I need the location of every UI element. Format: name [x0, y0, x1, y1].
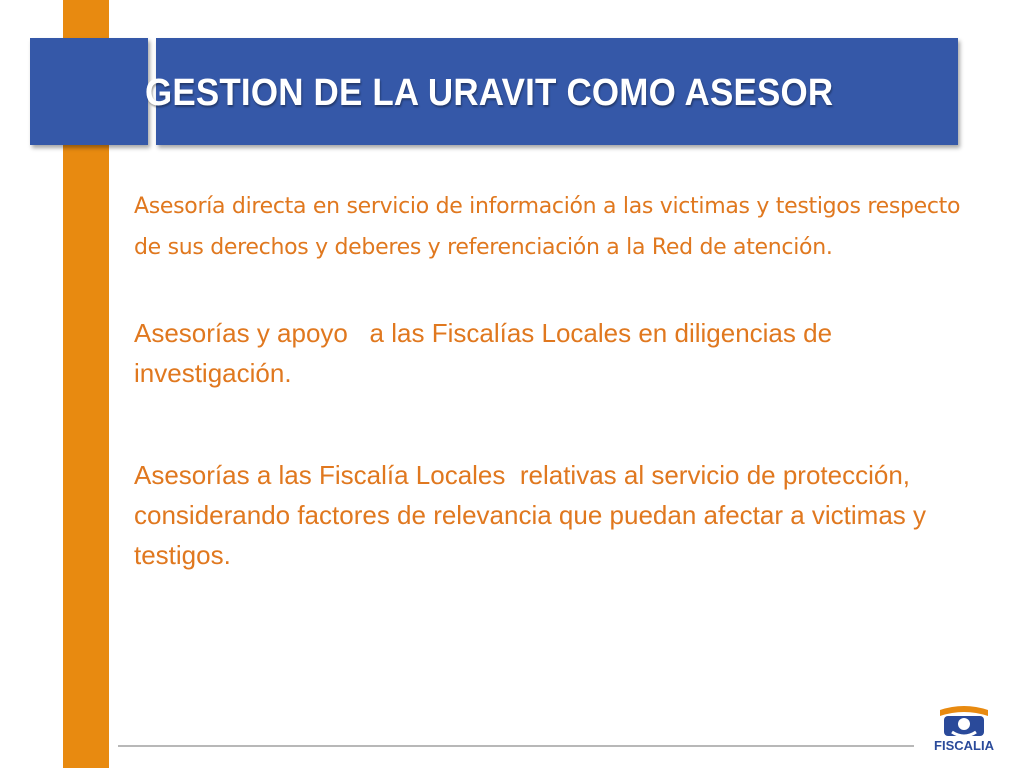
bullet-text: Asesoría directa en servicio de información a las victimas y testigos respecto de sus derechos y deberes y referenciación a la Red de atención. — [134, 194, 961, 260]
bullet-item — [100, 455, 990, 575]
bullet-text: Asesorías a las Fiscalía Locales relativas al servicio de protección, considerando factores de relevancia que puedan afectar a victimas y testigos. — [134, 460, 934, 570]
bullet-list — [100, 186, 990, 575]
slide-title: GESTION DE LA URAVIT COMO ASESOR — [145, 72, 834, 114]
title-bar-left-block — [30, 38, 148, 145]
bullet-text: Asesorías y apoyo a las Fiscalías Locales en diligencias de investigación. — [134, 318, 840, 388]
logo-text: FISCALIA — [934, 738, 994, 753]
bullet-dot-icon: • — [100, 328, 108, 350]
fiscalia-logo-icon — [918, 704, 1010, 740]
bullet-dot-icon: • — [100, 470, 108, 492]
bullet-item — [100, 186, 990, 268]
bullet-dot-icon: • — [100, 200, 112, 224]
fiscalia-logo — [918, 704, 1010, 764]
footer-divider — [118, 745, 914, 747]
bullet-item — [100, 313, 990, 393]
